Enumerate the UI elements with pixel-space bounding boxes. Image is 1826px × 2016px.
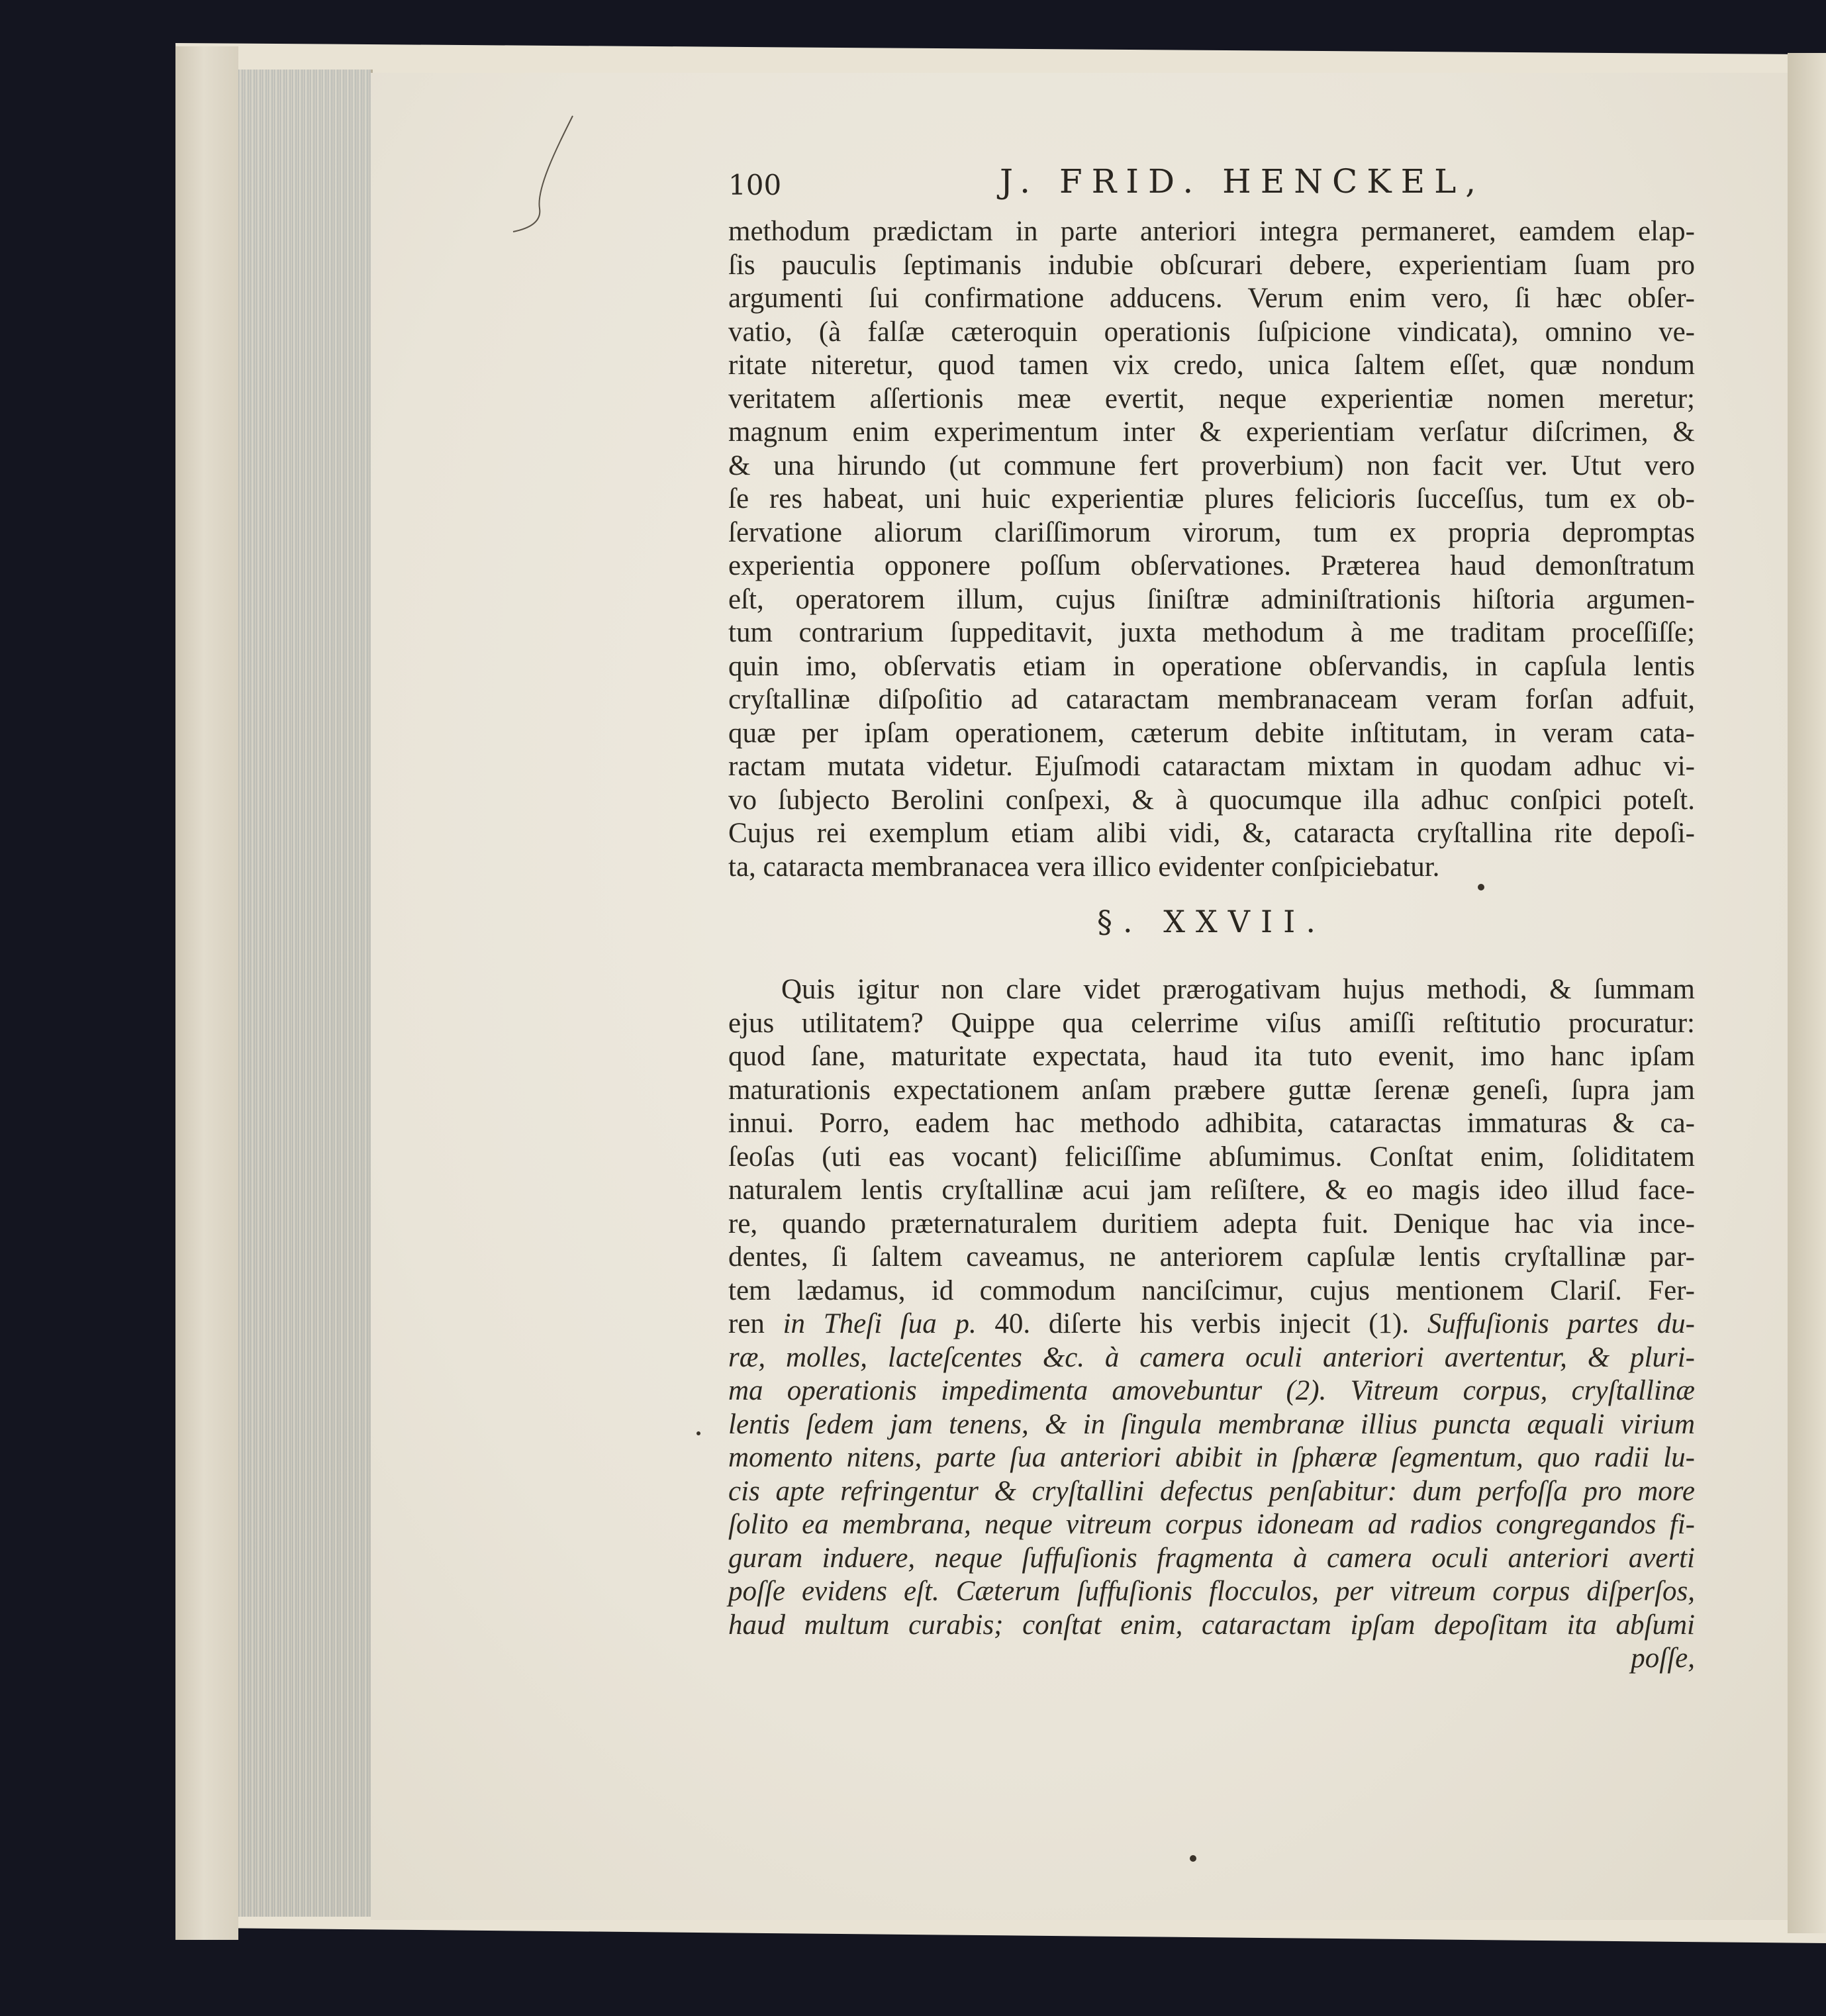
ink-spot <box>1190 1855 1196 1862</box>
paragraph-2 <box>728 973 1695 1642</box>
text-line: ractam mutata videtur. Ejuſmodi cataractam mixtam in quodam adhuc vi- <box>728 751 1695 782</box>
text-run-italic: Suffuſionis partes du- <box>1427 1308 1695 1339</box>
text-line: quæ per ipſam operationem, cæterum debite inſtitutam, in veram cata- <box>728 717 1695 749</box>
quote-line: momento nitens, parte ſua anteriori abibit in ſphæræ ſegmentum, quo radii lu- <box>728 1442 1695 1473</box>
text-line: quin imo, obſervatis etiam in operatione obſervandis, in capſula lentis <box>728 650 1695 682</box>
text-line: veritatem aſſertionis meæ evertit, neque experientiæ nomen meretur; <box>728 383 1695 414</box>
running-head: J. FRID. HENCKEL, <box>1000 162 1486 201</box>
text-line: ritate niteretur, quod tamen vix credo, unica ſaltem eſſet, quæ nondum <box>728 350 1695 381</box>
text-line: ejus utilitatem? Quippe qua celerrime viſus amiſſi reſtitutio procuratur: <box>728 1007 1695 1039</box>
text-line: ſeoſas (uti eas vocant) feliciſſime abſumimus. Conſtat enim, ſoliditatem <box>728 1141 1695 1173</box>
page-number: 100 <box>728 169 782 201</box>
text-line: dentes, ſi ſaltem caveamus, ne anteriorem capſulæ lentis cryſtallinæ par- <box>728 1241 1695 1272</box>
ink-spot <box>697 1431 700 1435</box>
quote-line: poſſe evidens eſt. Cæterum ſuffuſionis flocculos, per vitreum corpus diſperſos, <box>728 1576 1695 1607</box>
text-line: vo ſubjecto Berolini conſpexi, & à quocumque illa adhuc conſpici poteſt. <box>728 784 1695 816</box>
text-run: 40. diſerte his verbis injecit (1). <box>976 1308 1427 1339</box>
quote-line: haud multum curabis; conſtat enim, cataractam ipſam depoſitam ita abſumi <box>728 1609 1695 1641</box>
quote-line: ſolito ea membrana, neque vitreum corpus idoneam ad radios congregandos fi- <box>728 1509 1695 1540</box>
text-line: re, quando præternaturalem duritiem adepta fuit. Denique hac via ince- <box>728 1208 1695 1239</box>
section-heading: §. XXVII. <box>1097 904 1326 939</box>
text-line: cryſtallinæ diſpoſitio ad cataractam membranaceam veram forſan adfuit, <box>728 684 1695 715</box>
text-line: experientia opponere poſſum obſervationes. Præterea haud demonſtratum <box>728 550 1695 581</box>
ink-spot <box>1478 884 1484 890</box>
text-line: methodum prædictam in parte anteriori integra permaneret, eamdem elap- <box>728 216 1695 247</box>
text-line: quod ſane, maturitate expectata, haud ita tuto evenit, imo hanc ipſam <box>728 1041 1695 1072</box>
text-line: ſis pauculis ſeptimanis indubie obſcurari debere, experientiam ſuam pro <box>728 249 1695 281</box>
text-line-mixed <box>728 1308 1695 1341</box>
text-run-italic: in Theſi ſua p. <box>783 1308 977 1339</box>
text-line: ſe res habeat, uni huic experientiæ plures felicioris ſucceſſus, tum ex ob- <box>728 483 1695 514</box>
page-header <box>728 162 1695 209</box>
text-line: tum contrarium ſuppeditavit, juxta methodum à me traditam proceſſiſſe; <box>728 617 1695 648</box>
right-page-edge <box>1788 53 1826 1933</box>
text-line: maturationis expectationem anſam præbere guttæ ſerenæ geneſi, ſupra jam <box>728 1074 1695 1106</box>
page-edges <box>238 70 373 1917</box>
text-line: argumenti ſui confirmatione adducens. Verum enim vero, ſi hæc obſer- <box>728 283 1695 314</box>
text-line: & una hirundo (ut commune fert proverbium) non facit ver. Utut vero <box>728 450 1695 481</box>
quote-line: ræ, molles, lacteſcentes &c. à camera oculi anteriori avertentur, & pluri- <box>728 1341 1695 1373</box>
text-line: tem lædamus, id commodum nanciſcimur, cujus mentionem Clariſ. Fer- <box>728 1274 1695 1306</box>
text-line: ta, cataracta membranacea vera illico evidenter conſpiciebatur. <box>728 851 1440 883</box>
text-line: Quis igitur non clare videt prærogativam hujus methodi, & ſummam <box>781 974 1695 1005</box>
text-line: naturalem lentis cryſtallinæ acui jam reſiſtere, & eo magis ideo illud face- <box>728 1175 1695 1206</box>
catchword: poſſe, <box>1631 1643 1695 1674</box>
quote-line: cis apte refringentur & cryſtallini defectus penſabitur: dum perfoſſa pro more <box>728 1475 1695 1507</box>
text-line: innui. Porro, eadem hac methodo adhibita, cataractas immaturas & ca- <box>728 1108 1695 1139</box>
text-line: ſervatione aliorum clariſſimorum virorum, tum ex propria depromptas <box>728 516 1695 548</box>
text-line: Cujus rei exemplum etiam alibi vidi, &, cataracta cryſtallina rite depoſi- <box>728 818 1695 849</box>
quote-line: guram induere, neque ſuffuſionis fragmenta à camera oculi anteriori averti <box>728 1542 1695 1574</box>
paragraph-1 <box>728 215 1695 884</box>
pencil-mark <box>510 109 583 242</box>
text-line: eſt, operatorem illum, cujus ſiniſtræ adminiſtrationis hiſtoria argumen- <box>728 583 1695 615</box>
quote-line: lentis ſedem jam tenens, & in ſingula membranæ illius puncta æquali virium <box>728 1408 1695 1440</box>
text-run: ren <box>728 1308 783 1339</box>
book-cover-edge <box>175 46 238 1940</box>
text-line: vatio, (à falſæ cæteroquin operationis ſuſpicione vindicata), omnino ve- <box>728 316 1695 348</box>
quote-line: ma operationis impedimenta amovebuntur (2). Vitreum corpus, cryſtallinæ <box>728 1375 1695 1406</box>
text-line: magnum enim experimentum inter & experientiam verſatur diſcrimen, & <box>728 416 1695 448</box>
